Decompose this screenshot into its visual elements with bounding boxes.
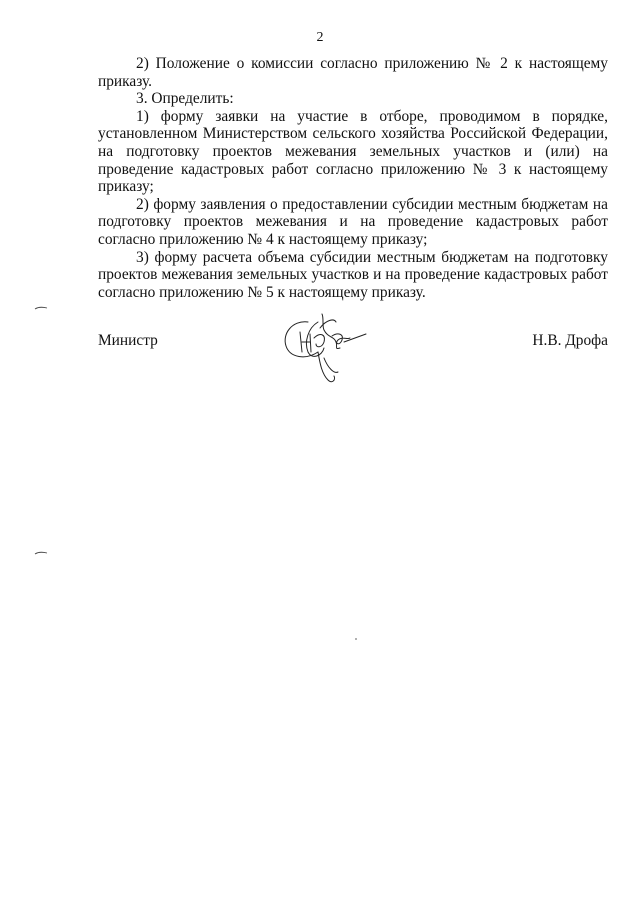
paragraph-determine-heading: 3. Определить: xyxy=(136,90,234,108)
paragraph-subsidy-statement-form: 2) форму заявления о предоставлении субсидии местным бюджетам на подготовку проектов межевания и на проведение кадастровых работ согласно приложению № 4 к настоящему приказу; xyxy=(98,195,608,248)
document-body xyxy=(98,55,608,301)
paragraph-subsidy-calculation-form: 3) форму расчета объема субсидии местным бюджетам на подготовку проектов межевания земельных участков и на проведение кадастровых работ согласно приложению № 5 к настоящему приказу. xyxy=(98,248,608,301)
paragraph-application-form: 1) форму заявки на участие в отборе, проводимом в порядке, установленном Министерством сельского хозяйства Российской Федерации, на подготовку проектов межевания земельных участков и (или) на проведение кадастровых работ согласно приложению № 3 к настоящему приказу; xyxy=(98,107,608,196)
handwritten-signature-icon xyxy=(278,308,370,388)
page-number: 2 xyxy=(316,30,324,45)
scan-speck xyxy=(355,638,357,640)
signer-title: Министр xyxy=(98,332,158,349)
paragraph-commission-regulation: 2) Положение о комиссии согласно приложению № 2 к настоящему приказу. xyxy=(98,55,608,90)
margin-mark-icon xyxy=(34,306,48,310)
signer-name: Н.В. Дрофа xyxy=(532,332,608,349)
margin-mark-icon xyxy=(34,551,48,555)
